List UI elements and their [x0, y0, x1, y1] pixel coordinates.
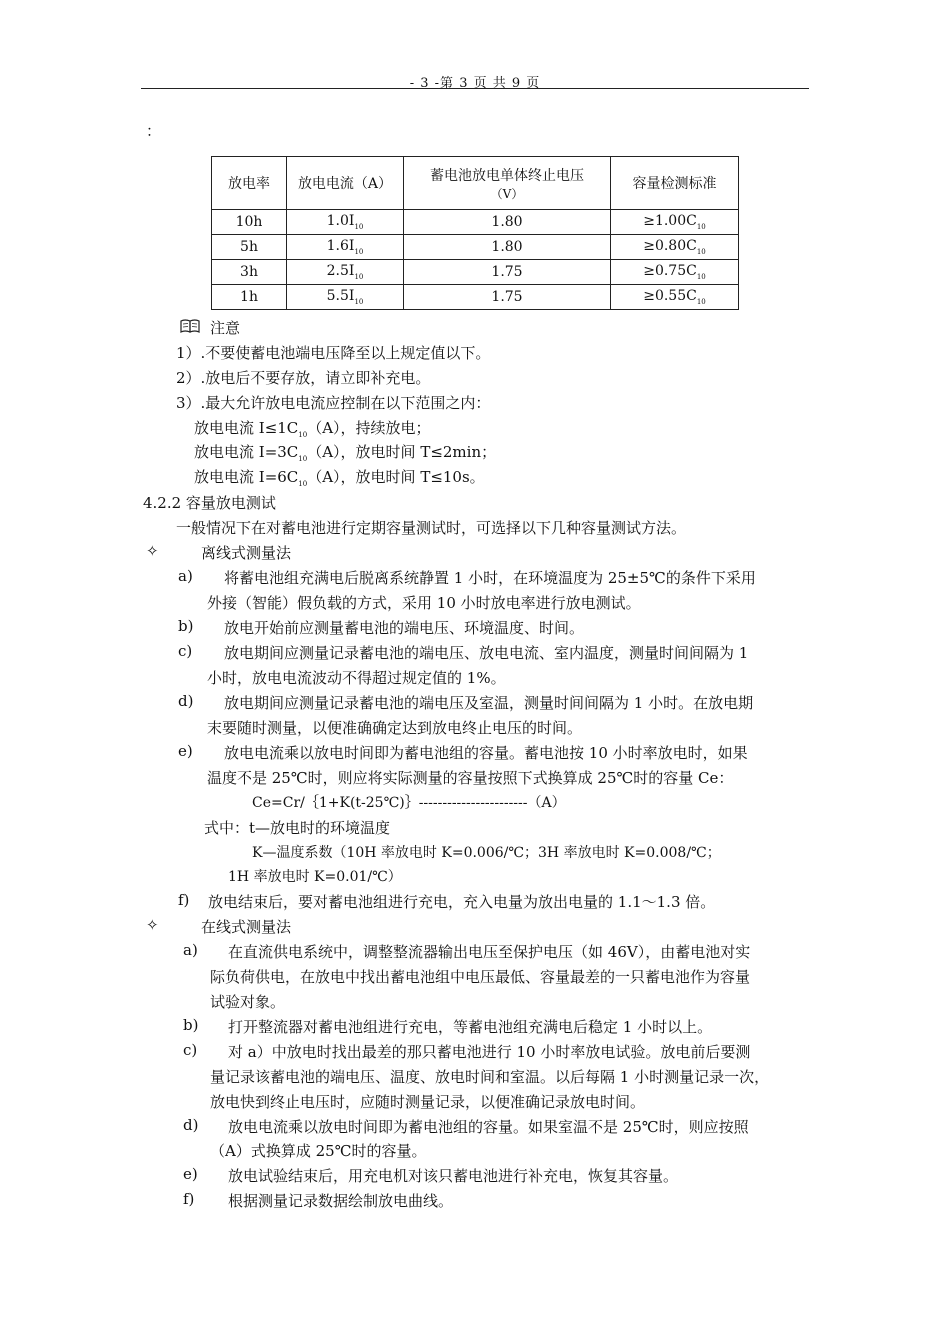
item-label: a) — [183, 941, 198, 959]
item-text: 试验对象。 — [210, 993, 286, 1011]
header-voltage-line2: （V） — [490, 186, 524, 201]
limit-line: 放电电流 $I=3C_{10}(A)$，放电时间 T≤2min； — [194, 443, 497, 463]
formula-k: K—温度系数（10H 率放电时 K=0.006/℃；3H 率放电时 K=0.008/℃； — [252, 845, 721, 861]
item-label: d) — [178, 692, 194, 710]
item-text: 放电期间应测量记录蓄电池的端电压及室温，测量时间间隔为 1 小时。在放电期 — [224, 694, 754, 712]
item-text: 放电电流乘以放电时间即为蓄电池组的容量。蓄电池按 10 小时率放电时，如果 — [224, 744, 748, 762]
diamond-bullet-icon: ✧ — [146, 916, 159, 934]
capacity-table — [211, 156, 739, 310]
cell-voltage: 1.80 — [404, 210, 611, 235]
item-text: 末要随时测量，以便准确确定达到放电终止电压的时间。 — [207, 719, 583, 737]
item-label: f) — [178, 891, 190, 909]
item-text: （A）式换算成 25℃时的容量。 — [210, 1142, 427, 1160]
item-label: d) — [183, 1116, 199, 1134]
table-row — [212, 285, 739, 310]
limit-line: 放电电流 $I\le 1C_{10}(A)$，持续放电； — [194, 419, 431, 439]
notice-item: 1）.不要使蓄电池端电压降至以上规定值以下。 — [176, 344, 491, 362]
formula-k: 1H 率放电时 K=0.01/℃） — [228, 869, 402, 885]
page-header: - 3 -第 3 页 共 9 页 — [409, 76, 541, 91]
offline-title: 离线式测量法 — [201, 544, 292, 562]
cell-voltage: 1.75 — [404, 260, 611, 285]
item-label: b) — [183, 1016, 199, 1034]
cell-standard: $\ge 0.80C_{10}$ — [611, 235, 739, 260]
limit-line: 放电电流 $I=6C_{10}(A)$，放电时间 T≤10s。 — [194, 468, 485, 488]
table-row — [212, 260, 739, 285]
formula: Ce=Cr/｛1+K(t-25℃)｝-----------------------（A） — [252, 795, 566, 811]
diamond-bullet-icon: ✧ — [146, 542, 159, 560]
cell-current: $5.5I_{10}$ — [287, 285, 404, 310]
header-standard: 容量检测标准 — [611, 157, 739, 210]
item-label: f) — [183, 1190, 195, 1208]
formula-where: 式中：t—放电时的环境温度 — [204, 819, 391, 837]
item-text: 量记录该蓄电池的端电压、温度、放电时间和室温。以后每隔 1 小时测量记录一次， — [210, 1068, 770, 1086]
cell-current: $1.0I_{10}$ — [287, 210, 404, 235]
item-text: 放电试验结束后，用充电机对该只蓄电池进行补充电，恢复其容量。 — [228, 1167, 679, 1185]
notice-title: 注意 — [210, 319, 241, 337]
item-text: 外接（智能）假负载的方式，采用 10 小时放电率进行放电测试。 — [207, 594, 641, 612]
item-text: 对 a）中放电时找出最差的那只蓄电池进行 10 小时率放电试验。放电前后要测 — [228, 1043, 751, 1061]
notice-item: 3）.最大允许放电电流应控制在以下范围之内： — [176, 394, 491, 412]
cell-rate: 5h — [212, 235, 287, 260]
item-label: a) — [178, 567, 193, 585]
table-header-row — [212, 157, 739, 210]
cell-rate: 1h — [212, 285, 287, 310]
cell-current: $1.6I_{10}$ — [287, 235, 404, 260]
section-intro: 一般情况下在对蓄电池进行定期容量测试时，可选择以下几种容量测试方法。 — [176, 519, 687, 537]
header-current: 放电电流（A） — [287, 157, 404, 210]
item-text: 打开整流器对蓄电池组进行充电，等蓄电池组充满电后稳定 1 小时以上。 — [228, 1018, 713, 1036]
cell-rate: 10h — [212, 210, 287, 235]
book-icon — [180, 318, 200, 338]
item-text: 际负荷供电，在放电中找出蓄电池组中电压最低、容量最差的一只蓄电池作为容量 — [210, 968, 751, 986]
item-label: c) — [178, 642, 193, 660]
cell-current: $2.5I_{10}$ — [287, 260, 404, 285]
item-label: e) — [183, 1165, 198, 1183]
section-title: 4.2.2 容量放电测试 — [143, 494, 276, 512]
cell-rate: 3h — [212, 260, 287, 285]
cell-voltage: 1.75 — [404, 285, 611, 310]
header-rate: 放电率 — [212, 157, 287, 210]
item-label: b) — [178, 617, 194, 635]
header-voltage — [404, 157, 611, 210]
item-text: 将蓄电池组充满电后脱离系统静置 1 小时，在环境温度为 25±5℃的条件下采用 — [224, 569, 756, 587]
colon-mark: ： — [146, 122, 162, 140]
cell-voltage: 1.80 — [404, 235, 611, 260]
notice-item: 2）.放电后不要存放，请立即补充电。 — [176, 369, 431, 387]
table-row — [212, 235, 739, 260]
item-text: 放电电流乘以放电时间即为蓄电池组的容量。如果室温不是 25℃时，则应按照 — [228, 1118, 749, 1136]
header-voltage-line1: 蓄电池放电单体终止电压 — [430, 167, 584, 184]
item-text: 在直流供电系统中，调整整流器输出电压至保护电压（如 46V），由蓄电池对实 — [228, 943, 751, 961]
cell-standard: $\ge 0.75C_{10}$ — [611, 260, 739, 285]
item-text: 放电期间应测量记录蓄电池的端电压、放电电流、室内温度，测量时间间隔为 1 — [224, 644, 749, 662]
table-row — [212, 210, 739, 235]
online-title: 在线式测量法 — [201, 918, 292, 936]
item-text: 放电快到终止电压时，应随时测量记录，以便准确记录放电时间。 — [210, 1093, 646, 1111]
item-text: 小时，放电电流波动不得超过规定值的 1%。 — [207, 669, 506, 687]
item-label: c) — [183, 1041, 198, 1059]
item-text: 放电开始前应测量蓄电池的端电压、环境温度、时间。 — [224, 619, 585, 637]
header-rule — [141, 88, 809, 89]
item-label: e) — [178, 742, 193, 760]
cell-standard: $\ge 1.00C_{10}$ — [611, 210, 739, 235]
item-text: 根据测量记录数据绘制放电曲线。 — [228, 1192, 454, 1210]
item-text: 温度不是 25℃时，则应将实际测量的容量按照下式换算成 25℃时的容量 Ce： — [207, 769, 734, 787]
item-text: 放电结束后，要对蓄电池组进行充电，充入电量为放出电量的 1.1～1.3 倍。 — [208, 893, 716, 911]
cell-standard: $\ge 0.55C_{10}$ — [611, 285, 739, 310]
